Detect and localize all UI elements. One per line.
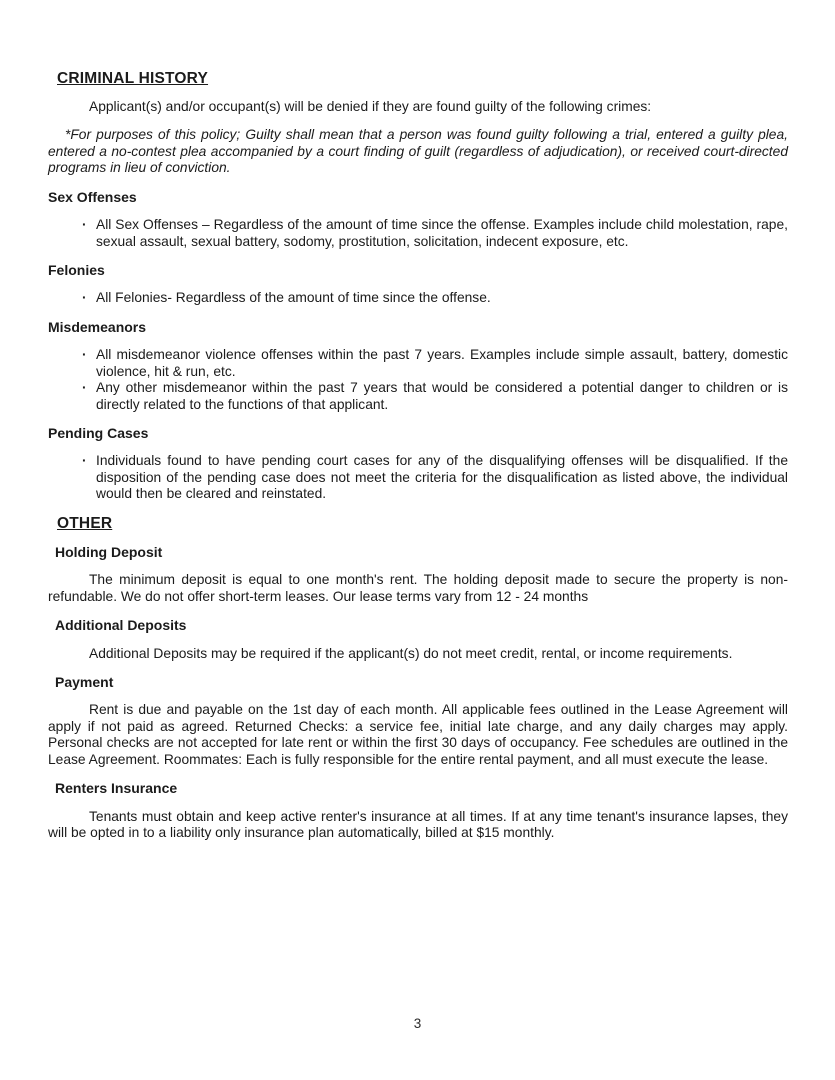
paragraph-holding-deposit: The minimum deposit is equal to one month's rent. The holding deposit made to secure the property is non- refundable. We do not offer short-term leases. Our lease terms vary from 12 - 24 months	[48, 572, 788, 604]
subheading-misdemeanors: Misdemeanors	[48, 318, 147, 335]
paragraph-renters-insurance: Tenants must obtain and keep active renter's insurance at all times. If at any time tenant's insurance lapses, they will be opted in to a liability only insurance plan automatically, billed at $15 monthly.	[48, 808, 788, 840]
paragraph-payment: Rent is due and payable on the 1st day of each month. All applicable fees outlined in the Lease Agreement will apply if not paid as agreed. Returned Checks: a service fee, initial late charge, and any daily charges may apply. Personal checks are not accepted for late rent or within the first 30 days of occupancy. Fee schedules are outlined in the Lease Agreement. Roommates: Each is fully responsible for the entire rental payment, and all must execute the lease.	[48, 702, 788, 767]
bullet-item: · All misdemeanor violence offenses within the past 7 years. Examples include simple assault, battery, domestic violence, hit & run, etc.	[48, 347, 788, 380]
subheading-additional-deposits: Additional Deposits	[55, 617, 187, 633]
subheading-felonies: Felonies	[48, 261, 105, 278]
subheading-payment: Payment	[55, 673, 114, 690]
subheading-sex-offenses: Sex Offenses	[48, 188, 137, 205]
subheading-renters-insurance: Renters Insurance	[55, 780, 178, 797]
bullet-item: · All Sex Offenses – Regardless of the amount of time since the offense. Examples include child molestation, rape, sexual assault, sexual battery, sodomy, prostitution, solicitation, indecent exposure, etc.	[48, 217, 788, 250]
guilty-definition-note: *For purposes of this policy; Guilty shall mean that a person was found guilty following a trial, entered a guilty plea, entered a no-contest plea accompanied by a court finding of guilt (regardless of adjudication), or received court-directed programs in lieu of conviction.	[48, 127, 788, 176]
page-number: 3	[413, 1016, 422, 1031]
subheading-pending-cases: Pending Cases	[48, 424, 149, 441]
bullet-item: · Individuals found to have pending court cases for any of the disqualifying offenses will be disqualified. If the disposition of the pending case does not meet the criteria for the disqualification as listed above, the individual would then be cleared and reinstated.	[48, 453, 788, 502]
sex-offenses-bullet-list	[48, 217, 788, 250]
subheading-holding-deposit: Holding Deposit	[55, 543, 163, 560]
paragraph-additional-deposits: Additional Deposits may be required if the applicant(s) do not meet credit, rental, or income requirements.	[89, 645, 733, 661]
section-title-criminal-history: CRIMINAL HISTORY	[57, 70, 209, 87]
pending-cases-bullet-list	[48, 453, 788, 502]
criminal-history-intro: Applicant(s) and/or occupant(s) will be denied if they are found guilty of the following crimes:	[89, 99, 652, 114]
misdemeanors-bullet-list	[48, 347, 788, 413]
felonies-bullet-list	[48, 290, 788, 306]
section-title-other: OTHER	[57, 514, 113, 532]
bullet-item: · Any other misdemeanor within the past 7 years that would be considered a potential danger to children or is directly related to the functions of that applicant.	[48, 380, 788, 413]
bullet-item: · All Felonies- Regardless of the amount of time since the offense.	[48, 290, 788, 306]
